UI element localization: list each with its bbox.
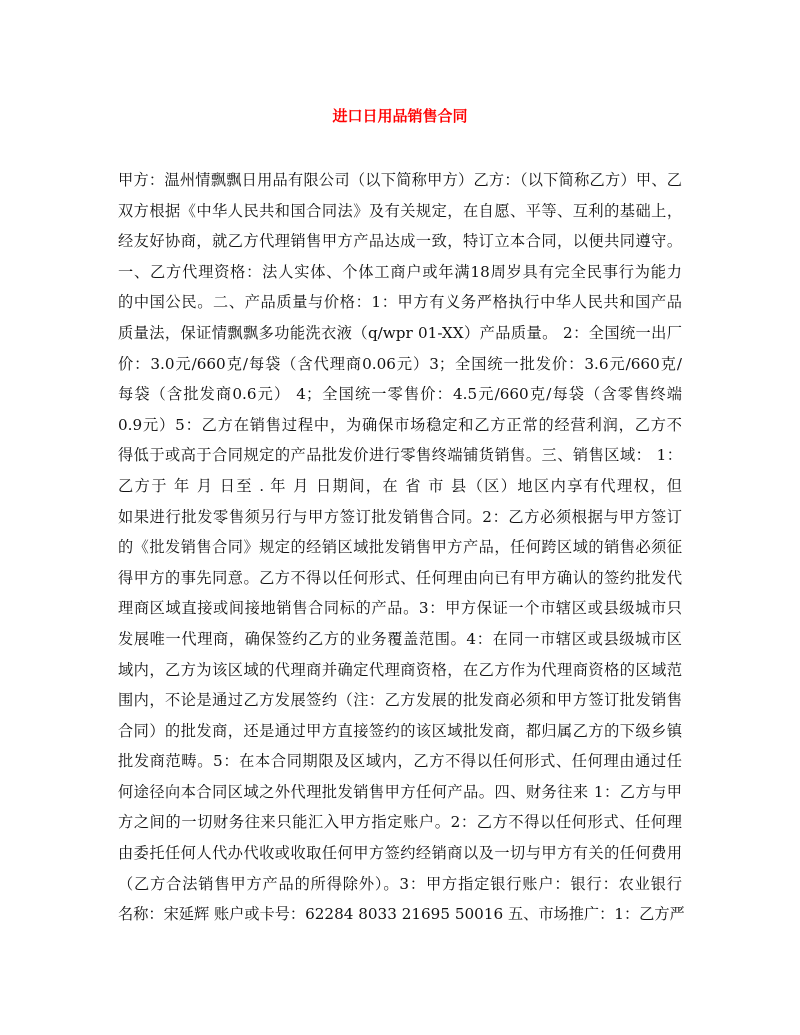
text-line: 域内，乙方为该区域的代理商并确定代理商资格，在乙方作为代理商资格的区域范 — [118, 660, 682, 679]
text-line: 甲方：温州情飘飘日用品有限公司（以下简称甲方）乙方：（以下简称乙方）甲、乙 — [118, 171, 682, 189]
text-line: 发展唯一代理商，确保签约乙方的业务覆盖范围。4：在同一市辖区或县级城市区 — [118, 629, 682, 648]
document-title: 进口日用品销售合同 — [332, 107, 468, 125]
text-line: 名称：宋延辉 账户或卡号：62284 8033 21695 50016 五、市场推广：1：乙方严 — [118, 905, 685, 924]
text-line: 方之间的一切财务往来只能汇入甲方指定账户。2：乙方不得以任何形式、任何理 — [118, 813, 682, 832]
text-line: （乙方合法销售甲方产品的所得除外）。3：甲方指定银行账户：银行：农业银行 — [118, 874, 682, 893]
text-line: 经友好协商，就乙方代理销售甲方产品达成一致，特订立本合同，以便共同遵守。 — [118, 232, 682, 251]
text-line: 每袋（含批发商0.6元） 4；全国统一零售价：4.5元/660克/每袋（含零售终端 — [118, 385, 682, 404]
text-line: 0.9元）5：乙方在销售过程中，为确保市场稳定和乙方正常的经营利润，乙方不 — [118, 415, 682, 434]
text-line: 何途径向本合同区域之外代理批发销售甲方任何产品。四、财务往来 1：乙方与甲 — [118, 782, 682, 801]
text-line: 如果进行批发零售须另行与甲方签订批发销售合同。2：乙方必须根据与甲方签订 — [118, 507, 682, 526]
text-line: 围内，不论是通过乙方发展签约（注：乙方发展的批发商必须和甲方签订批发销售 — [118, 691, 682, 710]
text-line: 双方根据《中华人民共和国合同法》及有关规定，在自愿、平等、互利的基础上， — [118, 201, 682, 220]
text-line: 得低于或高于合同规定的产品批发价进行零售终端铺货销售。三、销售区域： 1： — [118, 446, 682, 465]
text-line: 理商区域直接或间接地销售合同标的产品。3：甲方保证一个市辖区或县级城市只 — [118, 599, 682, 618]
text-line: 一、乙方代理资格：法人实体、个体工商户或年满18周岁具有完全民事行为能力 — [118, 262, 682, 281]
text-line: 合同）的批发商，还是通过甲方直接签约的该区域批发商，都归属乙方的下级乡镇 — [118, 721, 682, 740]
text-line: 得甲方的事先同意。乙方不得以任何形式、任何理由向已有甲方确认的签约批发代 — [118, 568, 682, 587]
text-line: 价：3.0元/660克/每袋（含代理商0.06元）3；全国统一批发价：3.6元/660克/ — [118, 354, 682, 373]
text-line: 乙方于 年 月 日至 . 年 月 日期间，在 省 市 县（区）地区内享有代理权，但 — [118, 476, 682, 495]
text-line: 的《批发销售合同》规定的经销区域批发销售甲方产品，任何跨区域的销售必须征 — [118, 538, 682, 557]
text-line: 由委托任何人代办代收或收取任何甲方签约经销商以及一切与甲方有关的任何费用 — [118, 844, 682, 863]
text-line: 批发商范畴。5：在本合同期限及区域内，乙方不得以任何形式、任何理由通过任 — [118, 752, 682, 771]
contract-body — [118, 165, 685, 930]
text-line: 的中国公民。二、产品质量与价格：1：甲方有义务严格执行中华人民共和国产品 — [118, 293, 682, 312]
text-line: 质量法，保证情飘飘多功能洗衣液（q/wpr 01-XX）产品质量。 2：全国统一出厂 — [118, 323, 682, 342]
